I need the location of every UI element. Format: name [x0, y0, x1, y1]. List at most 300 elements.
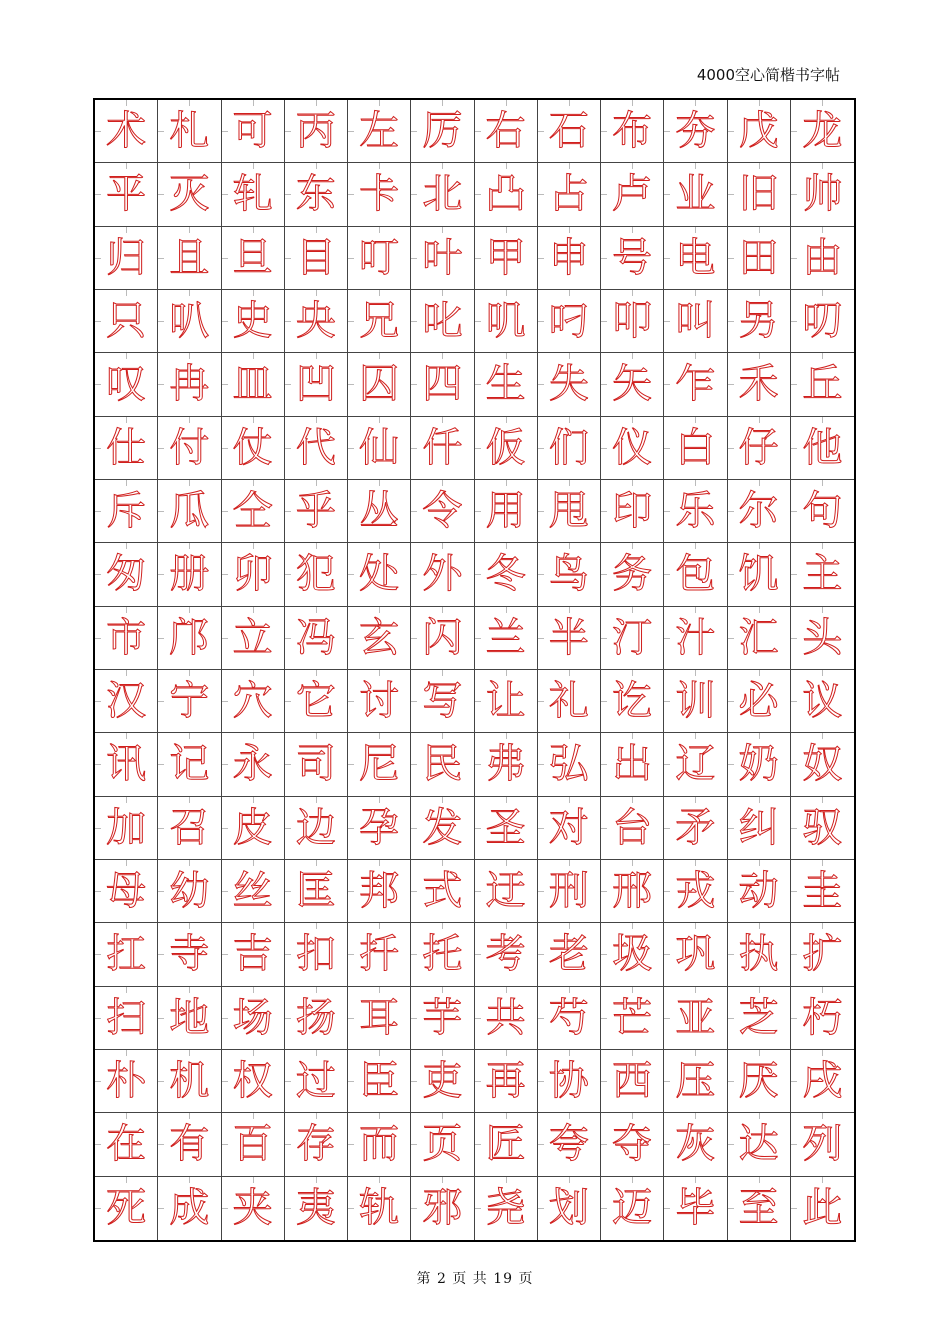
- outline-character: 训: [675, 678, 716, 725]
- outline-character: 加: [106, 804, 147, 851]
- outline-character: 夯: [675, 108, 716, 155]
- grid-cell: [791, 607, 854, 670]
- outline-character: 印: [612, 488, 653, 535]
- grid-cell: [158, 417, 221, 480]
- outline-character: 禾: [738, 361, 779, 408]
- grid-cell: [475, 480, 538, 543]
- outline-character: 圣: [485, 804, 526, 851]
- grid-cell: [158, 100, 221, 163]
- grid-cell: [601, 480, 664, 543]
- grid-cell: [285, 227, 348, 290]
- outline-character: 至: [738, 1185, 779, 1232]
- grid-cell: [348, 670, 411, 733]
- grid-cell: [475, 100, 538, 163]
- grid-cell: [538, 417, 601, 480]
- grid-cell: [222, 607, 285, 670]
- grid-cell: [348, 1113, 411, 1176]
- grid-cell: [158, 923, 221, 986]
- outline-character: 凸: [485, 171, 526, 218]
- outline-character: 四: [422, 361, 463, 408]
- grid-cell: [791, 1177, 854, 1240]
- grid-cell: [158, 733, 221, 796]
- grid-cell: [285, 480, 348, 543]
- grid-cell: [222, 480, 285, 543]
- outline-character: 乍: [675, 361, 716, 408]
- grid-cell: [95, 1113, 158, 1176]
- outline-character: 托: [422, 931, 463, 978]
- outline-character: 冬: [485, 551, 526, 598]
- grid-cell: [285, 417, 348, 480]
- outline-character: 左: [359, 108, 400, 155]
- grid-cell: [222, 1050, 285, 1113]
- grid-cell: [475, 670, 538, 733]
- outline-character: 扬: [295, 994, 336, 1041]
- outline-character: 尧: [485, 1185, 526, 1232]
- grid-cell: [664, 987, 727, 1050]
- outline-character: 仙: [359, 424, 400, 471]
- outline-character: 协: [548, 1058, 589, 1105]
- outline-character: 央: [295, 298, 336, 345]
- outline-character: 此: [802, 1185, 843, 1232]
- outline-character: 母: [106, 868, 147, 915]
- outline-character: 扦: [359, 931, 400, 978]
- grid-cell: [95, 417, 158, 480]
- grid-cell: [475, 607, 538, 670]
- grid-cell: [348, 227, 411, 290]
- grid-cell: [538, 1050, 601, 1113]
- grid-cell: [664, 1113, 727, 1176]
- outline-character: 叱: [422, 298, 463, 345]
- grid-cell: [538, 797, 601, 860]
- outline-character: 仕: [106, 424, 147, 471]
- outline-character: 立: [232, 614, 273, 661]
- outline-character: 邢: [612, 868, 653, 915]
- outline-character: 电: [675, 234, 716, 281]
- grid-cell: [601, 607, 664, 670]
- outline-character: 叽: [485, 298, 526, 345]
- grid-cell: [411, 1177, 474, 1240]
- outline-character: 冉: [169, 361, 210, 408]
- grid-cell: [95, 797, 158, 860]
- grid-cell: [664, 417, 727, 480]
- grid-cell: [664, 163, 727, 226]
- grid-cell: [728, 860, 791, 923]
- outline-character: 乎: [295, 488, 336, 535]
- grid-cell: [538, 1113, 601, 1176]
- grid-cell: [538, 1177, 601, 1240]
- grid-cell: [285, 163, 348, 226]
- outline-character: 业: [675, 171, 716, 218]
- outline-character: 奶: [738, 741, 779, 788]
- outline-character: 戌: [802, 1058, 843, 1105]
- grid-cell: [285, 987, 348, 1050]
- outline-character: 司: [295, 741, 336, 788]
- outline-character: 田: [738, 234, 779, 281]
- grid-cell: [538, 987, 601, 1050]
- outline-character: 失: [548, 361, 589, 408]
- outline-character: 对: [548, 804, 589, 851]
- grid-cell: [411, 417, 474, 480]
- outline-character: 压: [675, 1058, 716, 1105]
- grid-cell: [158, 797, 221, 860]
- outline-character: 归: [106, 234, 147, 281]
- outline-character: 邝: [169, 614, 210, 661]
- grid-cell: [664, 543, 727, 606]
- outline-character: 宁: [169, 678, 210, 725]
- outline-character: 尔: [738, 488, 779, 535]
- grid-cell: [791, 923, 854, 986]
- grid-cell: [728, 227, 791, 290]
- grid-cell: [348, 860, 411, 923]
- outline-character: 丘: [802, 361, 843, 408]
- outline-character: 匆: [106, 551, 147, 598]
- grid-cell: [95, 480, 158, 543]
- grid-cell: [348, 480, 411, 543]
- outline-character: 申: [548, 234, 589, 281]
- outline-character: 布: [612, 108, 653, 155]
- grid-cell: [158, 227, 221, 290]
- grid-cell: [791, 733, 854, 796]
- grid-cell: [791, 860, 854, 923]
- outline-character: 叩: [612, 298, 653, 345]
- outline-character: 瓜: [169, 488, 210, 535]
- outline-character: 札: [169, 108, 210, 155]
- grid-cell: [95, 670, 158, 733]
- outline-character: 他: [802, 424, 843, 471]
- outline-character: 生: [485, 361, 526, 408]
- grid-cell: [664, 1050, 727, 1113]
- outline-character: 册: [169, 551, 210, 598]
- grid-cell: [538, 923, 601, 986]
- grid-cell: [728, 290, 791, 353]
- outline-character: 仔: [738, 424, 779, 471]
- outline-character: 旧: [738, 171, 779, 218]
- outline-character: 穴: [232, 678, 273, 725]
- outline-character: 地: [169, 994, 210, 1041]
- page-footer-pagination: 第 2 页 共 19 页: [416, 1271, 534, 1287]
- grid-cell: [791, 417, 854, 480]
- outline-character: 而: [359, 1121, 400, 1168]
- outline-character: 仟: [422, 424, 463, 471]
- outline-character: 芝: [738, 994, 779, 1041]
- outline-character: 礼: [548, 678, 589, 725]
- grid-cell: [95, 543, 158, 606]
- grid-cell: [791, 1050, 854, 1113]
- grid-cell: [728, 100, 791, 163]
- grid-cell: [538, 607, 601, 670]
- grid-cell: [791, 290, 854, 353]
- outline-character: 扛: [106, 931, 147, 978]
- outline-character: 代: [295, 424, 336, 471]
- grid-cell: [411, 1113, 474, 1176]
- grid-cell: [285, 670, 348, 733]
- outline-character: 记: [169, 741, 210, 788]
- grid-cell: [475, 923, 538, 986]
- grid-cell: [475, 797, 538, 860]
- grid-cell: [348, 1177, 411, 1240]
- grid-cell: [285, 1177, 348, 1240]
- grid-cell: [728, 1113, 791, 1176]
- grid-cell: [664, 227, 727, 290]
- outline-character: 龙: [802, 108, 843, 155]
- outline-character: 夸: [548, 1121, 589, 1168]
- grid-cell: [475, 543, 538, 606]
- outline-character: 饥: [738, 551, 779, 598]
- grid-cell: [411, 733, 474, 796]
- outline-character: 老: [548, 931, 589, 978]
- grid-cell: [728, 417, 791, 480]
- grid-cell: [285, 923, 348, 986]
- grid-cell: [601, 543, 664, 606]
- outline-character: 必: [738, 678, 779, 725]
- outline-character: 包: [675, 551, 716, 598]
- grid-cell: [601, 670, 664, 733]
- grid-cell: [158, 1113, 221, 1176]
- grid-cell: [222, 227, 285, 290]
- outline-character: 达: [738, 1121, 779, 1168]
- grid-cell: [348, 607, 411, 670]
- outline-character: 汁: [675, 614, 716, 661]
- outline-character: 再: [485, 1058, 526, 1105]
- grid-cell: [348, 1050, 411, 1113]
- grid-cell: [475, 227, 538, 290]
- grid-cell: [158, 353, 221, 416]
- grid-cell: [95, 163, 158, 226]
- grid-cell: [285, 100, 348, 163]
- grid-cell: [411, 860, 474, 923]
- grid-cell: [222, 290, 285, 353]
- outline-character: 权: [232, 1058, 273, 1105]
- outline-character: 皮: [232, 804, 273, 851]
- grid-cell: [601, 1050, 664, 1113]
- grid-cell: [664, 670, 727, 733]
- outline-character: 辽: [675, 741, 716, 788]
- outline-character: 戎: [675, 868, 716, 915]
- outline-character: 汉: [106, 678, 147, 725]
- grid-cell: [538, 480, 601, 543]
- grid-cell: [158, 1050, 221, 1113]
- grid-cell: [95, 1177, 158, 1240]
- outline-character: 处: [359, 551, 400, 598]
- outline-character: 丛: [359, 488, 400, 535]
- grid-cell: [664, 1177, 727, 1240]
- outline-character: 讨: [359, 678, 400, 725]
- outline-character: 叫: [675, 298, 716, 345]
- grid-cell: [95, 607, 158, 670]
- outline-character: 可: [232, 108, 273, 155]
- outline-character: 甩: [548, 488, 589, 535]
- grid-cell: [95, 100, 158, 163]
- grid-cell: [158, 290, 221, 353]
- outline-character: 矛: [675, 804, 716, 851]
- grid-cell: [285, 860, 348, 923]
- outline-character: 成: [169, 1185, 210, 1232]
- outline-character: 叶: [422, 234, 463, 281]
- outline-character: 迂: [485, 868, 526, 915]
- grid-cell: [411, 163, 474, 226]
- outline-character: 皿: [232, 361, 273, 408]
- outline-character: 头: [802, 614, 843, 661]
- grid-cell: [475, 1177, 538, 1240]
- outline-character: 平: [106, 171, 147, 218]
- outline-character: 由: [802, 234, 843, 281]
- grid-cell: [285, 1113, 348, 1176]
- grid-cell: [348, 987, 411, 1050]
- outline-character: 出: [612, 741, 653, 788]
- grid-cell: [285, 607, 348, 670]
- grid-cell: [222, 860, 285, 923]
- outline-character: 动: [738, 868, 779, 915]
- grid-cell: [222, 353, 285, 416]
- grid-cell: [348, 100, 411, 163]
- outline-character: 弗: [485, 741, 526, 788]
- outline-character: 卯: [232, 551, 273, 598]
- grid-cell: [728, 670, 791, 733]
- grid-cell: [95, 290, 158, 353]
- grid-cell: [538, 290, 601, 353]
- outline-character: 甲: [485, 234, 526, 281]
- outline-character: 冯: [295, 614, 336, 661]
- grid-cell: [601, 797, 664, 860]
- grid-cell: [664, 923, 727, 986]
- grid-cell: [222, 1177, 285, 1240]
- grid-cell: [222, 543, 285, 606]
- grid-cell: [411, 543, 474, 606]
- grid-cell: [475, 1113, 538, 1176]
- outline-character: 在: [106, 1121, 147, 1168]
- grid-cell: [728, 797, 791, 860]
- outline-character: 目: [295, 234, 336, 281]
- grid-cell: [601, 353, 664, 416]
- outline-character: 圭: [802, 868, 843, 915]
- grid-cell: [538, 227, 601, 290]
- outline-character: 矢: [612, 361, 653, 408]
- outline-character: 右: [485, 108, 526, 155]
- outline-character: 叼: [548, 298, 589, 345]
- outline-character: 百: [232, 1121, 273, 1168]
- grid-cell: [791, 797, 854, 860]
- outline-character: 夷: [295, 1185, 336, 1232]
- outline-character: 囚: [359, 361, 400, 408]
- grid-cell: [664, 607, 727, 670]
- outline-character: 执: [738, 931, 779, 978]
- outline-character: 市: [106, 614, 147, 661]
- outline-character: 匡: [295, 868, 336, 915]
- grid-cell: [95, 353, 158, 416]
- outline-character: 朴: [106, 1058, 147, 1105]
- grid-cell: [348, 290, 411, 353]
- outline-character: 邪: [422, 1185, 463, 1232]
- outline-character: 划: [548, 1185, 589, 1232]
- grid-cell: [95, 227, 158, 290]
- grid-cell: [601, 227, 664, 290]
- outline-character: 圾: [612, 931, 653, 978]
- grid-cell: [791, 543, 854, 606]
- outline-character: 吉: [232, 931, 273, 978]
- grid-cell: [222, 670, 285, 733]
- grid-cell: [411, 1050, 474, 1113]
- outline-character: 刑: [548, 868, 589, 915]
- grid-cell: [475, 860, 538, 923]
- outline-character: 东: [295, 171, 336, 218]
- outline-character: 灰: [675, 1121, 716, 1168]
- outline-character: 召: [169, 804, 210, 851]
- outline-character: 扫: [106, 994, 147, 1041]
- grid-cell: [285, 543, 348, 606]
- grid-cell: [285, 797, 348, 860]
- grid-cell: [475, 733, 538, 796]
- grid-cell: [95, 733, 158, 796]
- grid-cell: [475, 163, 538, 226]
- grid-cell: [158, 1177, 221, 1240]
- outline-character: 主: [802, 551, 843, 598]
- outline-character: 夹: [232, 1185, 273, 1232]
- grid-cell: [158, 987, 221, 1050]
- outline-character: 兄: [359, 298, 400, 345]
- grid-cell: [664, 733, 727, 796]
- grid-cell: [791, 480, 854, 543]
- outline-character: 北: [422, 171, 463, 218]
- outline-character: 有: [169, 1121, 210, 1168]
- grid-cell: [222, 923, 285, 986]
- outline-character: 叨: [802, 298, 843, 345]
- page-header-title: 4000空心简楷书字帖: [696, 66, 840, 84]
- outline-character: 灭: [169, 171, 210, 218]
- outline-character: 戊: [738, 108, 779, 155]
- outline-character: 夺: [612, 1121, 653, 1168]
- outline-character: 发: [422, 804, 463, 851]
- outline-character: 号: [612, 234, 653, 281]
- outline-character: 过: [295, 1058, 336, 1105]
- grid-cell: [664, 480, 727, 543]
- outline-character: 台: [612, 804, 653, 851]
- grid-cell: [538, 353, 601, 416]
- outline-character: 毕: [675, 1185, 716, 1232]
- outline-character: 民: [422, 741, 463, 788]
- outline-character: 讯: [106, 741, 147, 788]
- outline-character: 乐: [675, 488, 716, 535]
- grid-cell: [411, 480, 474, 543]
- outline-character: 令: [422, 488, 463, 535]
- grid-cell: [791, 670, 854, 733]
- grid-cell: [348, 353, 411, 416]
- grid-cell: [728, 607, 791, 670]
- outline-character: 它: [295, 678, 336, 725]
- outline-character: 考: [485, 931, 526, 978]
- grid-cell: [538, 670, 601, 733]
- outline-character: 仮: [485, 424, 526, 471]
- grid-cell: [158, 860, 221, 923]
- grid-cell: [411, 290, 474, 353]
- outline-character: 存: [295, 1121, 336, 1168]
- outline-character: 术: [106, 108, 147, 155]
- outline-character: 扣: [295, 931, 336, 978]
- grid-cell: [601, 860, 664, 923]
- grid-cell: [728, 923, 791, 986]
- outline-character: 史: [232, 298, 273, 345]
- outline-character: 轨: [359, 1185, 400, 1232]
- grid-cell: [791, 1113, 854, 1176]
- grid-cell: [728, 543, 791, 606]
- grid-cell: [791, 227, 854, 290]
- outline-character: 叹: [106, 361, 147, 408]
- outline-character: 另: [738, 298, 779, 345]
- grid-cell: [791, 987, 854, 1050]
- grid-cell: [158, 670, 221, 733]
- outline-character: 弘: [548, 741, 589, 788]
- outline-character: 场: [232, 994, 273, 1041]
- grid-cell: [348, 163, 411, 226]
